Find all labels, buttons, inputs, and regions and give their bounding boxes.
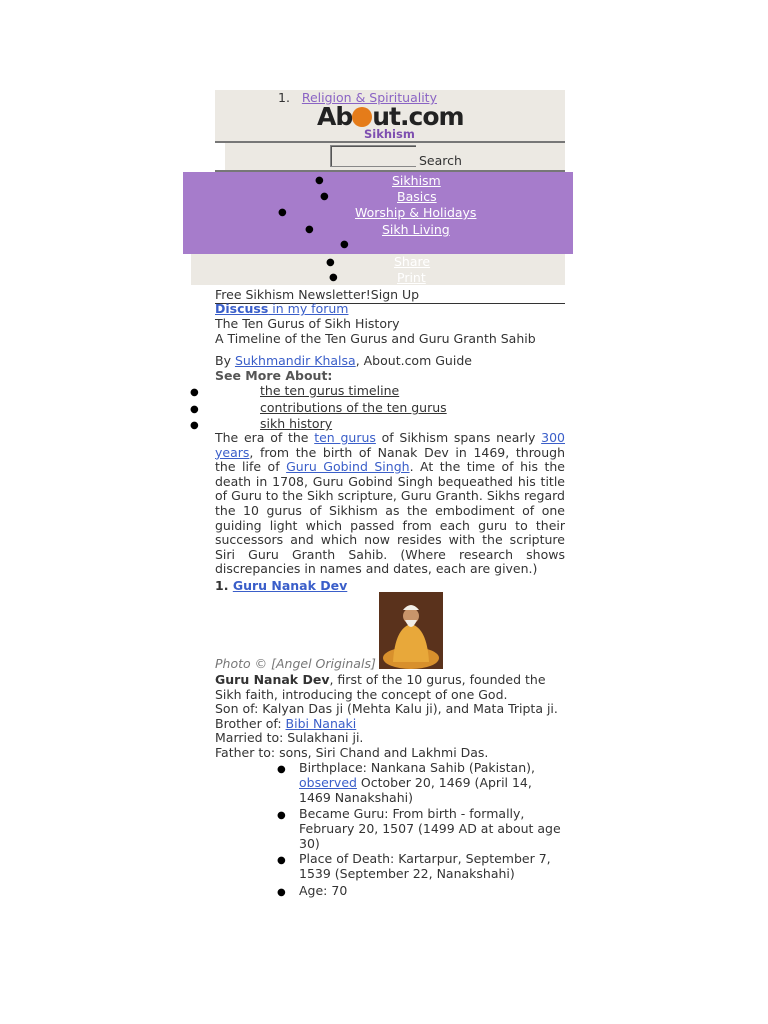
son-of: Son of: Kalyan Das ji (Mehta Kalu ji), and Mata Tripta ji. — [215, 701, 558, 716]
intro-text: of Sikhism spans nearly — [375, 430, 542, 445]
search-input[interactable] — [330, 145, 416, 167]
intro-paragraph — [215, 431, 565, 577]
discuss-line — [215, 301, 348, 316]
guru-nanak-dev-link[interactable]: Guru Nanak Dev — [232, 578, 348, 593]
nav-item-sikhism[interactable]: Sikhism — [392, 173, 441, 188]
brother-label: Brother of: — [215, 716, 286, 731]
fact-age: Age: 70 — [299, 883, 348, 898]
see-more-link-contributions[interactable]: contributions of the ten gurus — [260, 400, 447, 415]
brother-of — [215, 716, 356, 731]
guru-description — [215, 672, 567, 702]
guru-name: Guru Nanak Dev — [215, 672, 330, 687]
main-nav — [183, 172, 573, 254]
tools-bullet: ● — [329, 272, 338, 283]
newsletter-signup[interactable]: Free Sikhism Newsletter!Sign Up — [215, 287, 565, 304]
nav-item-basics[interactable]: Basics — [397, 189, 437, 204]
article-title: The Ten Gurus of Sikh History — [215, 316, 400, 331]
nav-bullet: ● — [320, 191, 329, 202]
bibi-nanaki-link[interactable]: Bibi Nanaki — [285, 716, 357, 731]
nav-item-worship[interactable]: Worship & Holidays — [355, 205, 477, 220]
tools-bullet: ● — [326, 257, 335, 268]
fact-bullet: ● — [277, 810, 286, 821]
fact-place-of-death: Place of Death: Kartarpur, September 7, 1539 (September 22, Nanakshahi) — [299, 851, 551, 882]
see-more-heading: See More About: — [215, 368, 333, 383]
print-link[interactable]: Print — [397, 270, 426, 285]
byline-prefix: By — [215, 353, 235, 368]
guru-portrait-image — [379, 592, 443, 669]
guru-gobind-singh-link[interactable]: Guru Gobind Singh — [286, 459, 410, 475]
tools-bar — [191, 254, 565, 285]
300-years-link[interactable]: 300 years — [215, 430, 565, 460]
logo-sun-icon — [352, 107, 372, 127]
search-button[interactable]: Search — [419, 153, 462, 168]
see-more-link-timeline[interactable]: the ten gurus timeline — [260, 383, 400, 398]
intro-text: . At the time of his the death in 1708, Guru Gobind Singh bequeathed his title of Guru to the Sikh scripture, Guru Granth. Sikhs regard the 10 gurus of Sikhism as the embodiment of one guiding light which passed from each guru to their successors and which now resides with the scripture Siri Guru Granth Sahib. (Where research shows discrepancies in names and dates, each are given.) — [215, 459, 566, 577]
guru-description-text: , first of the 10 gurus, founded the Sikh faith, introducing the concept of one God. — [215, 672, 546, 702]
fact-became-guru: Became Guru: From birth - formally, February 20, 1507 (1499 AD at about age 30) — [299, 806, 561, 852]
share-link[interactable]: Share — [394, 254, 431, 269]
see-more-bullet: ● — [190, 387, 199, 398]
birthplace-text: Birthplace: Nankana Sahib (Pakistan), — [299, 760, 535, 775]
forum-link[interactable]: in my forum — [268, 301, 349, 316]
site-subtitle[interactable]: Sikhism — [364, 127, 415, 141]
see-more-bullet: ● — [190, 404, 199, 415]
married-to: Married to: Sulakhani ji. — [215, 730, 364, 745]
search-bar — [215, 141, 565, 172]
guru-nanak-photo[interactable] — [379, 592, 443, 669]
discuss-link[interactable]: Discuss — [215, 301, 269, 316]
intro-text: , from the birth of Nanak Dev in 1469, through the life of — [215, 444, 565, 475]
nav-item-sikh-living[interactable]: Sikh Living — [382, 222, 450, 237]
author-link[interactable]: Sukhmandir Khalsa — [234, 353, 356, 368]
byline-suffix: , About.com Guide — [355, 353, 472, 368]
breadcrumb-number: 1. — [278, 90, 290, 105]
observed-link[interactable]: observed — [299, 775, 357, 791]
article-subtitle: A Timeline of the Ten Gurus and Guru Granth Sahib — [215, 331, 536, 346]
nav-bullet: ● — [315, 175, 324, 186]
father-to: Father to: sons, Siri Chand and Lakhmi Das. — [215, 745, 489, 760]
photo-credit: Photo © [Angel Originals] — [215, 656, 376, 671]
section-number: 1. — [215, 578, 233, 593]
fact-birthplace — [299, 760, 554, 806]
fact-bullet: ● — [277, 887, 286, 898]
see-more-link-history[interactable]: sikh history — [260, 416, 333, 431]
logo-text-a: Ab — [317, 102, 353, 131]
fact-bullet: ● — [277, 855, 286, 866]
ten-gurus-link[interactable]: ten gurus — [314, 430, 376, 445]
nav-bullet: ● — [278, 207, 287, 218]
birthplace-date: October 20, 1469 (April 14, 1469 Nanakshahi) — [299, 775, 532, 806]
see-more-bullet: ● — [190, 420, 199, 431]
nav-bullet: ● — [340, 239, 349, 250]
byline — [215, 353, 472, 368]
logo-text-b: ut.com — [372, 102, 464, 131]
section-heading — [215, 578, 347, 593]
breadcrumb-link[interactable]: Religion & Spirituality — [301, 90, 437, 105]
fact-bullet: ● — [277, 764, 286, 775]
nav-bullet: ● — [305, 224, 314, 235]
intro-text: The era of the — [215, 430, 315, 445]
